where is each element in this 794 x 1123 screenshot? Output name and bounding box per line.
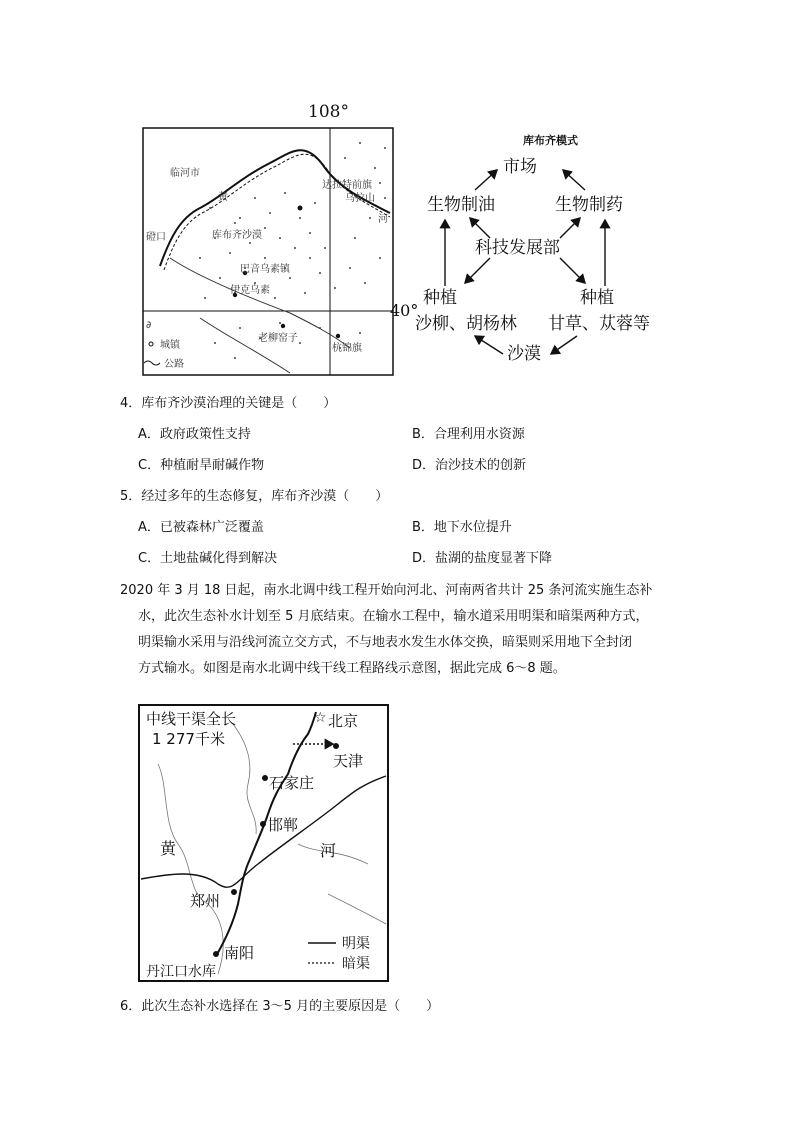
legend-closed: 暗渠 bbox=[342, 956, 370, 972]
label-danjiangkou: 丹江口水库 bbox=[146, 964, 216, 980]
trunk-title-1: 中线干渠全长 bbox=[146, 710, 237, 728]
water-diversion-map bbox=[138, 704, 390, 984]
place-wulashan: 乌拉山 bbox=[345, 193, 375, 204]
model-title: 库布齐模式 bbox=[523, 134, 578, 147]
q5-option-d: D．盐湖的盐度显著下降 bbox=[412, 551, 553, 566]
legend-open: 明渠 bbox=[342, 936, 370, 952]
q6-stem: 6．此次生态补水选择在 3～5 月的主要原因是（ ） bbox=[120, 999, 440, 1014]
q4-option-d: D．治沙技术的创新 bbox=[412, 458, 527, 473]
node-tech: 科技发展部 bbox=[475, 238, 560, 258]
passage bbox=[120, 578, 680, 682]
handan-dot bbox=[260, 821, 266, 827]
node-plants-left: 沙柳、胡杨林 bbox=[415, 314, 517, 334]
kubuqi-model-svg bbox=[415, 128, 670, 368]
place-laoliuyao: 老柳窑子 bbox=[258, 333, 298, 344]
q5-option-c: C．土地盐碱化得到解决 bbox=[138, 551, 278, 566]
q4-option-c: C．种植耐旱耐碱作物 bbox=[138, 458, 265, 473]
place-hangjin: 杭锦旗 bbox=[332, 343, 362, 354]
trunk-title-2: 1 277千米 bbox=[152, 730, 225, 748]
shijiazhuang-dot bbox=[262, 775, 268, 781]
label-zhengzhou: 郑州 bbox=[190, 892, 221, 910]
label-shijiazhuang: 石家庄 bbox=[269, 774, 315, 792]
label-huang: 黄 bbox=[160, 839, 177, 858]
q4-option-b: B．合理利用水资源 bbox=[412, 427, 525, 442]
tianjin-dot bbox=[333, 743, 339, 749]
place-huang: 黄 bbox=[218, 192, 228, 203]
legend-town: 城镇 bbox=[160, 340, 180, 351]
latitude-label: 40° bbox=[390, 301, 419, 320]
kubuqi-model-diagram bbox=[415, 128, 670, 368]
place-dengkou: 磴口 bbox=[146, 232, 166, 243]
legend-road: 公路 bbox=[164, 359, 184, 370]
passage-line-2: 水，此次生态补水计划至 5 月底结束。在输水工程中，输水道采用明渠和暗渠两种方式， bbox=[138, 609, 649, 624]
beijing-star-icon: ☆ bbox=[314, 710, 327, 726]
place-linhe: 临河市 bbox=[170, 168, 200, 179]
town-hangjin-dot bbox=[336, 334, 340, 338]
kubuqi-map-svg bbox=[140, 98, 395, 378]
node-desert: 沙漠 bbox=[507, 344, 541, 364]
water-diversion-svg bbox=[138, 704, 390, 984]
legend-symbol-icon: ∂ bbox=[146, 320, 152, 331]
label-tianjin: 天津 bbox=[333, 752, 364, 770]
q4-stem: 4．库布齐沙漠治理的关键是（ ） bbox=[120, 396, 337, 411]
label-beijing: 北京 bbox=[328, 712, 359, 730]
town-dalate-dot bbox=[298, 206, 303, 211]
nanyang-dot bbox=[213, 951, 219, 957]
place-dalate: 达拉特前旗 bbox=[322, 180, 372, 191]
label-nanyang: 南阳 bbox=[224, 944, 255, 962]
label-he: 河 bbox=[320, 841, 337, 860]
place-bayinwusu: 巴音乌素镇 bbox=[240, 264, 290, 275]
node-bio-pharma: 生物制药 bbox=[555, 195, 623, 215]
node-plant-left: 种植 bbox=[423, 288, 457, 308]
node-plant-right: 种植 bbox=[580, 288, 614, 308]
q5-stem: 5．经过多年的生态修复，库布齐沙漠（ ） bbox=[120, 489, 389, 504]
node-market: 市场 bbox=[503, 157, 537, 177]
node-bio-oil: 生物制油 bbox=[427, 195, 495, 215]
passage-line-4: 方式输水。如图是南水北调中线干线工程路线示意图，据此完成 6～8 题。 bbox=[138, 661, 566, 676]
q5-option-a: A．已被森林广泛覆盖 bbox=[138, 520, 264, 535]
label-handan: 邯郸 bbox=[268, 816, 299, 834]
longitude-label: 108° bbox=[308, 102, 349, 122]
zhengzhou-dot bbox=[231, 889, 237, 895]
place-kubuqi: 库布齐沙漠 bbox=[212, 230, 262, 241]
node-plants-right: 甘草、苁蓉等 bbox=[548, 314, 650, 334]
q4-option-a: A．政府政策性支持 bbox=[138, 427, 251, 442]
town-laoliuyao-dot bbox=[281, 324, 285, 328]
place-river-right: 河 bbox=[378, 214, 388, 225]
passage-line-1: 2020 年 3 月 18 日起，南水北调中线工程开始向河北、河南两省共计 25 条河流实施生态补 bbox=[120, 583, 653, 598]
kubuqi-map bbox=[140, 98, 419, 378]
q5-option-b: B．地下水位提升 bbox=[412, 520, 512, 535]
place-yikewusu: 伊克乌素 bbox=[230, 285, 270, 296]
passage-line-3: 明渠输水采用与沿线河流立交方式，不与地表水发生水体交换，暗渠则采用地下全封闭 bbox=[138, 635, 633, 650]
